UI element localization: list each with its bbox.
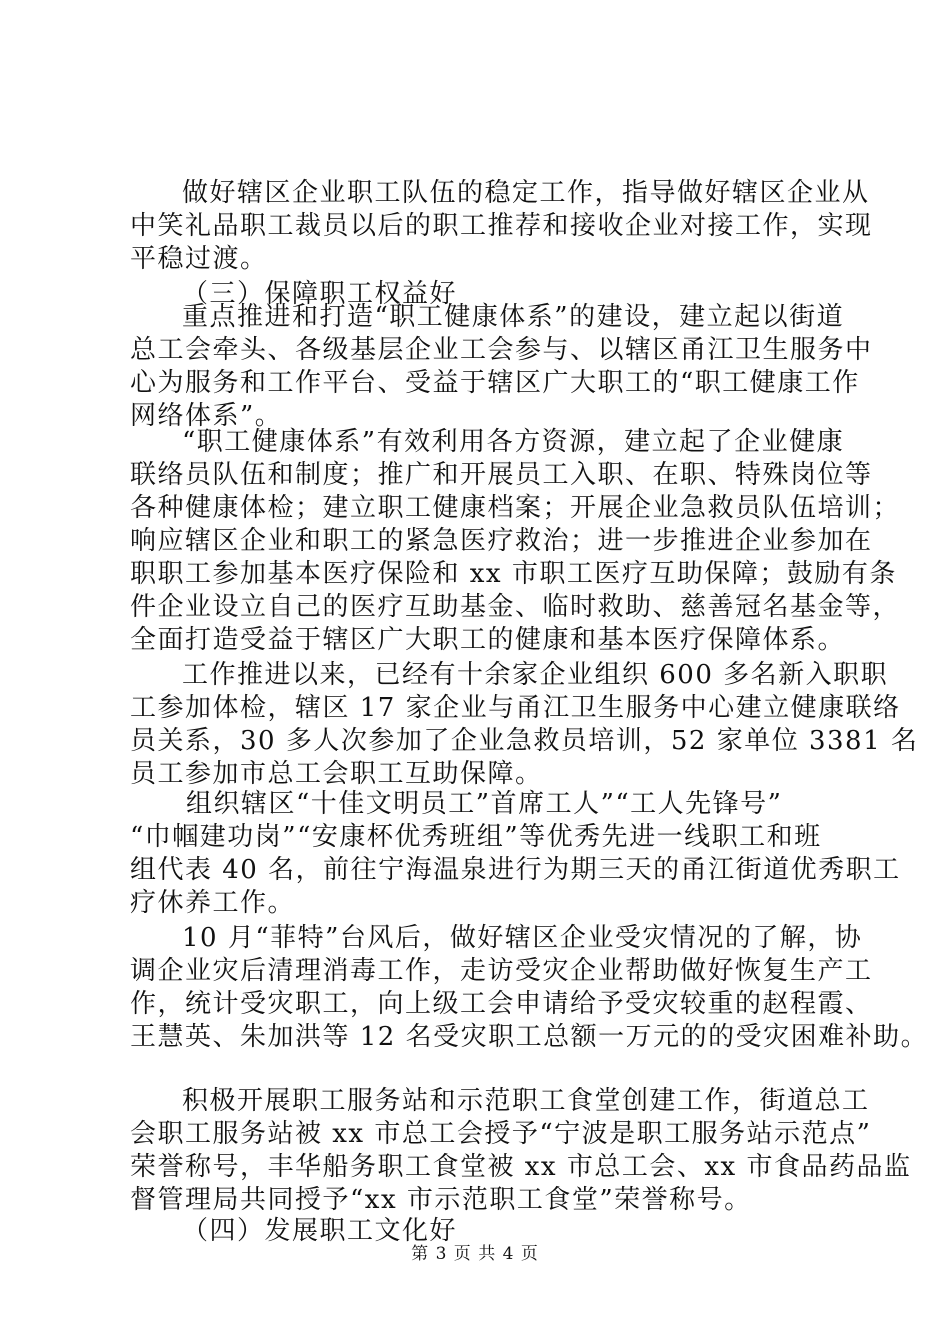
paragraph-3-line-5: 职职工参加基本医疗保险和 xx 市职工医疗互助保障；鼓励有条 [130,559,897,589]
paragraph-5-line-1: 组织辖区“十佳文明员工”首席工人”“工人先锋号” [186,789,783,819]
paragraph-6-line-1: 10 月“菲特”台风后，做好辖区企业受灾情况的了解，协 [182,923,863,953]
paragraph-6-line-3: 作，统计受灾职工，向上级工会申请给予受灾较重的赵程霞、 [130,989,873,1019]
paragraph-1-line-3: 平稳过渡。 [130,244,268,274]
paragraph-2-line-3: 心为服务和工作平台、受益于辖区广大职工的“职工健康工作 [130,368,860,398]
paragraph-3-line-4: 响应辖区企业和职工的紧急医疗救治；进一步推进企业参加在 [130,526,873,556]
paragraph-6-line-2: 调企业灾后清理消毒工作，走访受灾企业帮助做好恢复生产工 [130,956,873,986]
paragraph-7-line-2: 会职工服务站被 xx 市总工会授予“宁波是职工服务站示范点” [130,1119,872,1149]
paragraph-3-line-7: 全面打造受益于辖区广大职工的健康和基本医疗保障体系。 [130,625,846,655]
paragraph-4-line-4: 员工参加市总工会职工互助保障。 [130,759,543,789]
paragraph-7-line-1: 积极开展职工服务站和示范职工食堂创建工作，街道总工 [182,1086,870,1116]
paragraph-4-line-1: 工作推进以来，已经有十余家企业组织 600 多名新入职职 [182,660,889,690]
paragraph-1-line-1: 做好辖区企业职工队伍的稳定工作，指导做好辖区企业从 [182,178,870,208]
paragraph-5-line-2: “巾帼建功岗”“安康杯优秀班组”等优秀先进一线职工和班 [130,822,822,852]
section-heading-4: （四）发展职工文化好 [182,1216,458,1246]
paragraph-4-line-3: 员关系，30 多人次参加了企业急救员培训，52 家单位 3381 名 [130,726,919,756]
section-heading-3: （三）保障职工权益好 [182,279,458,309]
paragraph-2-line-1: 重点推进和打造“职工健康体系”的建设，建立起以街道 [182,302,845,332]
paragraph-3-line-1: “职工健康体系”有效利用各方资源，建立起了企业健康 [182,427,845,457]
page-footer: 第 3 页 共 4 页 [411,1244,539,1264]
paragraph-2-line-2: 总工会牵头、各级基层企业工会参与、以辖区甬江卫生服务中 [130,335,873,365]
paragraph-3-line-6: 件企业设立自己的医疗互助基金、临时救助、慈善冠名基金等， [130,592,901,622]
paragraph-3-line-2: 联络员队伍和制度；推广和开展员工入职、在职、特殊岗位等 [130,460,873,490]
paragraph-2-line-4: 网络体系”。 [130,401,283,431]
paragraph-6-line-4: 王慧英、朱加洪等 12 名受灾职工总额一万元的的受灾困难补助。 [130,1022,929,1052]
paragraph-4-line-2: 工参加体检，辖区 17 家企业与甬江卫生服务中心建立健康联络 [130,693,901,723]
paragraph-7-line-4: 督管理局共同授予“xx 市示范职工食堂”荣誉称号。 [130,1185,752,1215]
paragraph-5-line-3: 组代表 40 名，前往宁海温泉进行为期三天的甬江街道优秀职工 [130,855,901,885]
paragraph-7-line-3: 荣誉称号，丰华船务职工食堂被 xx 市总工会、xx 市食品药品监 [130,1152,912,1182]
paragraph-5-line-4: 疗休养工作。 [130,888,296,918]
paragraph-1-line-2: 中笑礼品职工裁员以后的职工推荐和接收企业对接工作，实现 [130,211,873,241]
paragraph-3-line-3: 各种健康体检；建立职工健康档案；开展企业急救员队伍培训； [130,493,901,523]
